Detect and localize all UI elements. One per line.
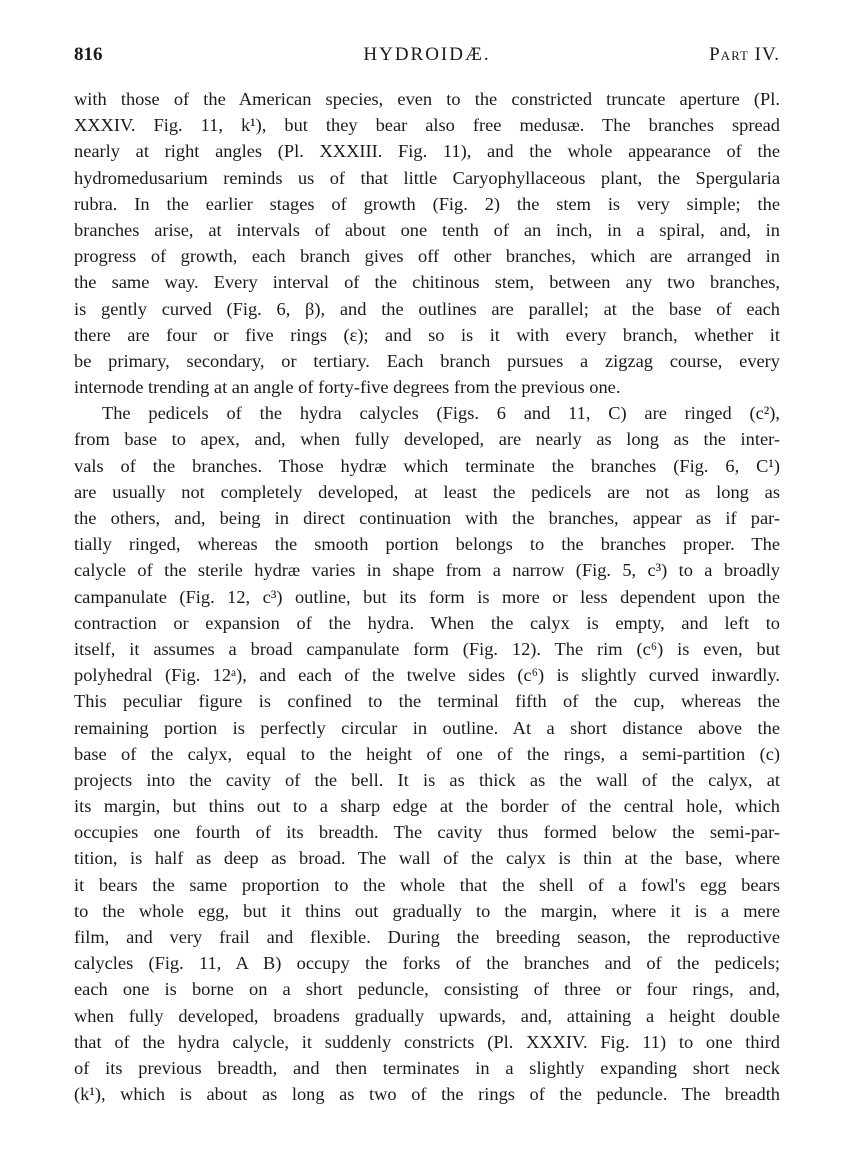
text-line: rubra. In the earlier stages of growth (Fig. 2) the stem is very simple; the xyxy=(74,193,780,214)
text-line: campanulate (Fig. 12, c³) outline, but its form is more or less dependent upon the xyxy=(74,586,780,607)
text-line: polyhedral (Fig. 12ᵃ), and each of the twelve sides (c⁶) is slightly curved inwardly. xyxy=(74,665,780,686)
text-line: vals of the branches. Those hydræ which terminate the branches (Fig. 6, C¹) xyxy=(74,455,780,476)
text-line: tially ringed, whereas the smooth portion belongs to the branches proper. The xyxy=(74,534,780,555)
text-line: tition, is half as deep as broad. The wall of the calyx is thin at the base, where xyxy=(74,848,780,869)
text-line: calycle of the sterile hydræ varies in shape from a narrow (Fig. 5, c³) to a broadly xyxy=(74,560,780,581)
paragraph xyxy=(74,86,780,400)
text-line: contraction or expansion of the hydra. When the calyx is empty, and left to xyxy=(74,612,780,633)
text-line: its margin, but thins out to a sharp edge at the border of the central hole, which xyxy=(74,796,780,817)
text-line: itself, it assumes a broad campanulate form (Fig. 12). The rim (c⁶) is even, but xyxy=(74,638,780,659)
running-title: HYDROIDÆ. xyxy=(363,44,491,65)
text-line: when fully developed, broadens gradually upwards, and, attaining a height double xyxy=(74,1005,780,1026)
text-line: is gently curved (Fig. 6, β), and the outlines are parallel; at the base of each xyxy=(74,298,780,319)
text-line: it bears the same proportion to the whole that the shell of a fowl's egg bears xyxy=(74,874,780,895)
text-line: branches arise, at intervals of about one tenth of an inch, in a spiral, and, in xyxy=(74,219,780,240)
text-line: the same way. Every interval of the chitinous stem, between any two branches, xyxy=(74,272,780,293)
text-line: (k¹), which is about as long as two of the rings of the peduncle. The breadth xyxy=(74,1084,780,1105)
running-header xyxy=(74,44,780,78)
text-line: are usually not completely developed, at least the pedicels are not as long as xyxy=(74,481,780,502)
text-line: film, and very frail and flexible. During the breeding season, the reproductive xyxy=(74,927,780,947)
paragraph xyxy=(74,400,780,1107)
page-number: 816 xyxy=(74,44,103,65)
text-line: be primary, secondary, or tertiary. Each branch pursues a zigzag course, every xyxy=(74,350,780,371)
text-line: projects into the cavity of the bell. It is as thick as the wall of the calyx, at xyxy=(74,769,780,790)
body-text xyxy=(74,86,780,1107)
text-line: occupies one fourth of its breadth. The cavity thus formed below the semi-par- xyxy=(74,822,780,843)
text-line: base of the calyx, equal to the height of one of the rings, a semi-partition (c) xyxy=(74,743,780,764)
text-line: XXXIV. Fig. 11, k¹), but they bear also free medusæ. The branches spread xyxy=(74,115,780,136)
text-line: with those of the American species, even to the constricted truncate aperture (Pl. xyxy=(74,89,780,109)
text-line: nearly at right angles (Pl. XXXIII. Fig. 11), and the whole appearance of the xyxy=(74,141,780,162)
text-line: there are four or five rings (ε); and so is it with every branch, whether it xyxy=(74,324,780,345)
text-line: remaining portion is perfectly circular in outline. At a short distance above the xyxy=(74,717,780,738)
text-line: progress of growth, each branch gives off other branches, which are arranged in xyxy=(74,246,780,267)
text-line: hydromedusarium reminds us of that little Caryophyllaceous plant, the Spergularia xyxy=(74,167,780,188)
text-line: This peculiar figure is confined to the terminal fifth of the cup, whereas the xyxy=(74,691,780,712)
text-line: that of the hydra calycle, it suddenly constricts (Pl. XXXIV. Fig. 11) to one third xyxy=(74,1031,780,1052)
part-label: Part IV. xyxy=(709,44,780,65)
text-line: The pedicels of the hydra calycles (Figs. 6 and 11, C) are ringed (c²), xyxy=(102,403,780,424)
text-line: the others, and, being in direct continuation with the branches, appear as if par- xyxy=(74,508,780,528)
text-line: internode trending at an angle of forty-five degrees from the previous one. xyxy=(74,377,621,398)
text-line: to the whole egg, but it thins out gradually to the margin, where it is a mere xyxy=(74,900,780,921)
text-line: calycles (Fig. 11, A B) occupy the forks of the branches and of the pedicels; xyxy=(74,953,780,974)
text-line: from base to apex, and, when fully developed, are nearly as long as the inter- xyxy=(74,429,780,450)
text-line: of its previous breadth, and then terminates in a slightly expanding short neck xyxy=(74,1057,780,1078)
text-line: each one is borne on a short peduncle, consisting of three or four rings, and, xyxy=(74,979,780,1000)
